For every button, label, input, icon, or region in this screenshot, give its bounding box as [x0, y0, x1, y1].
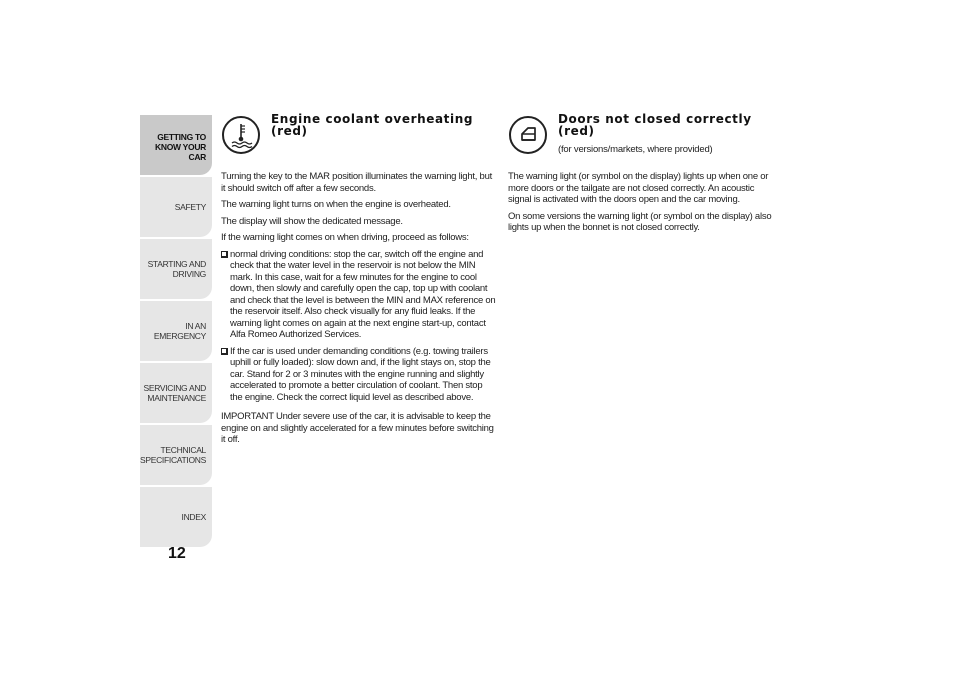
tab-index[interactable]: INDEX — [140, 487, 212, 547]
checkbox-bullet-icon — [221, 251, 227, 257]
section-heading: Engine coolant overheating (red) — [271, 112, 474, 138]
bullet-text: normal driving conditions: stop the car, switch off the engine and check that the water level in the reservoir is not below the MIN mark. In this case, wait for a few minutes for the engine to cool down, then slowly and carefully open the cap, top up with coolant and check that the level is between the MIN and MAX reference on the reservoir itself. Also check visually for any fluid leaks. If the warning light comes on again at the next engine start-up, contact Alfa Romeo Authorized Services. — [230, 248, 496, 340]
paragraph: The warning light turns on when the engine is overheated. — [221, 199, 451, 210]
paragraph: On some versions the warning light (or symbol on the display) also lights up when the bonnet is not closed correctly. — [508, 210, 772, 233]
section-heading: Doors not closed correctly (red) — [558, 112, 752, 138]
section-header — [508, 113, 778, 171]
paragraph: Turning the key to the MAR position illuminates the warning light, but it should switch off after a few seconds. — [221, 171, 492, 194]
section-doors-not-closed — [508, 113, 778, 239]
page-number: 12 — [168, 545, 186, 562]
section-header — [221, 113, 496, 171]
bullet-text: If the car is used under demanding conditions (e.g. towing trailers uphill or fully loaded): slow down and, if the light stays on, stop the car. Stand for 2 or 3 minutes with the engine running and slightly accelerated to promote a better circulation of coolant. Then stop the engine. Check the correct liquid level as described above. — [230, 345, 491, 403]
section-engine-coolant — [221, 113, 496, 451]
tab-technical-specifications[interactable]: TECHNICAL SPECIFICATIONS — [140, 425, 212, 485]
bullet-item — [221, 249, 496, 341]
checkbox-bullet-icon — [221, 348, 227, 354]
paragraph: The warning light (or symbol on the display) lights up when one or more doors or the tailgate are not closed correctly. An acoustic signal is activated with the doors open and the car moving. — [508, 171, 769, 205]
door-open-icon — [509, 116, 547, 154]
important-note: IMPORTANT Under severe use of the car, it is advisable to keep the engine on and slightly accelerated for a few minutes before switching it off. — [221, 411, 494, 445]
engine-coolant-temperature-icon — [222, 116, 260, 154]
tab-in-an-emergency[interactable]: IN AN EMERGENCY — [140, 301, 212, 361]
tab-servicing-and-maintenance[interactable]: SERVICING AND MAINTENANCE — [140, 363, 212, 423]
tab-getting-to-know-your-car[interactable]: GETTING TO KNOW YOUR CAR — [140, 115, 212, 175]
availability-note: (for versions/markets, where provided) — [558, 144, 713, 155]
paragraph: If the warning light comes on when driving, proceed as follows: — [221, 232, 469, 243]
tab-starting-and-driving[interactable]: STARTING AND DRIVING — [140, 239, 212, 299]
tab-safety[interactable]: SAFETY — [140, 177, 212, 237]
chapter-sidebar — [140, 115, 212, 549]
bullet-item — [221, 346, 496, 404]
paragraph: The display will show the dedicated message. — [221, 215, 403, 227]
